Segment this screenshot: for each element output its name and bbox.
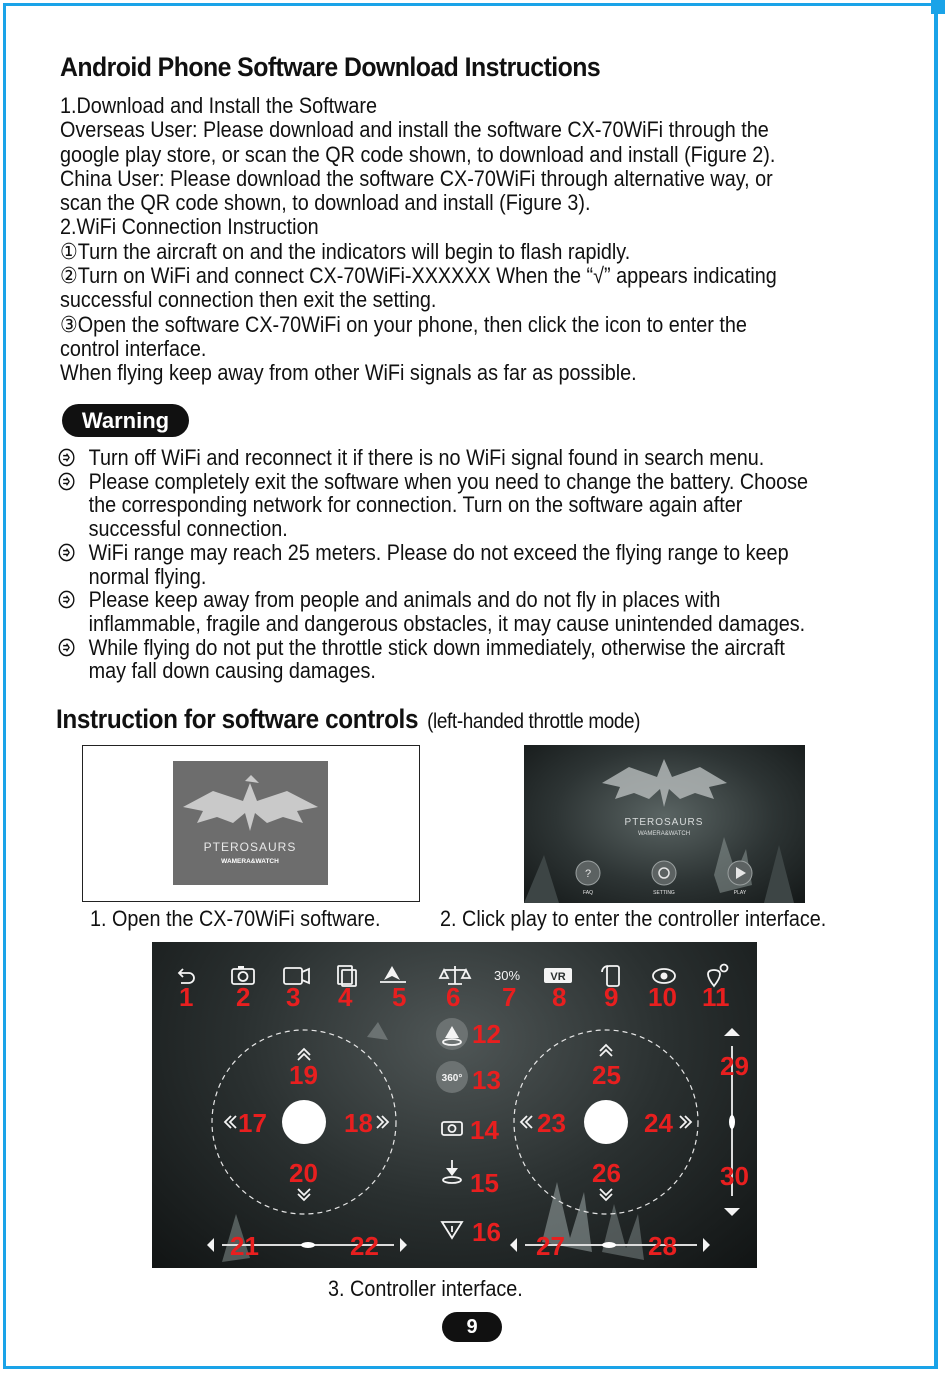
callout-12: 12	[472, 1019, 501, 1049]
one-key-landing-button[interactable]	[443, 1160, 461, 1183]
body-line: successful connection then exit the setting.	[60, 287, 437, 313]
callout-16: 16	[472, 1217, 501, 1247]
callout-9: 9	[604, 982, 619, 1012]
instructions-body	[60, 94, 825, 386]
body-line: ②Turn on WiFi and connect CX-70WiFi-XXXXXX When the “√” appears indicating	[60, 263, 777, 289]
warning-line: inflammable, fragile and dangerous obstacles, it may cause unintended damages.	[88, 610, 806, 636]
callout-27: 27	[536, 1231, 565, 1261]
warning-line: While flying do not put the throttle stick down immediately, otherwise the aircraft	[88, 634, 785, 660]
callout-2: 2	[236, 982, 251, 1012]
emergency-stop-button[interactable]	[442, 1222, 462, 1238]
figure-controller-interface	[152, 942, 757, 1268]
callout-7: 7	[502, 982, 517, 1012]
caption-figure-2: 2. Click play to enter the controller interface.	[440, 906, 827, 931]
callout-15: 15	[470, 1168, 499, 1198]
right-joystick-thumb[interactable]	[584, 1100, 628, 1144]
flip-360-button[interactable]	[436, 1061, 468, 1093]
callout-18: 18	[344, 1108, 373, 1138]
vr-button[interactable]	[544, 968, 572, 983]
menu-logo-sub: WAMERA&WATCH	[637, 831, 691, 837]
controls-heading	[56, 704, 640, 735]
vr-label: VR	[550, 971, 566, 983]
warning-list	[58, 446, 850, 683]
callout-11: 11	[702, 982, 730, 1012]
callout-25: 25	[592, 1060, 621, 1090]
gravity-sensor-button[interactable]	[442, 1122, 462, 1135]
app-menu-screen	[524, 745, 805, 903]
figure-app-menu	[524, 745, 805, 903]
callout-28: 28	[648, 1231, 677, 1261]
hide-controls-button[interactable]	[653, 969, 675, 983]
callout-17: 17	[238, 1108, 267, 1138]
app-logo-sub: WAMERA&WATCH	[221, 858, 279, 865]
controller-screen	[152, 942, 757, 1268]
caption-figure-3: 3. Controller interface.	[328, 1276, 523, 1301]
callout-14: 14	[470, 1115, 499, 1145]
arrow-circle-icon	[58, 472, 75, 491]
warning-item	[58, 636, 850, 683]
callout-23: 23	[537, 1108, 566, 1138]
callout-30: 30	[720, 1161, 749, 1191]
warning-line: WiFi range may reach 25 meters. Please do not exceed the flying range to keep	[88, 539, 789, 565]
warning-badge: Warning	[62, 404, 189, 437]
back-button[interactable]	[179, 969, 194, 983]
body-line: google play store, or scan the QR code shown, to download and install (Figure 2).	[60, 141, 776, 167]
body-line: ③Open the software CX-70WiFi on your phone, then click the icon to enter the	[60, 311, 747, 337]
warning-item	[58, 541, 850, 588]
warning-line: Please keep away from people and animals and do not fly in places with	[88, 587, 721, 613]
warning-line: Please completely exit the software when you need to change the battery. Choose	[88, 468, 809, 494]
app-logo-name: PTEROSAURS	[203, 840, 297, 854]
callout-6: 6	[446, 982, 461, 1012]
body-line: China User: Please download the software CX-70WiFi through alternative way, or	[60, 165, 773, 191]
warning-line: successful connection.	[88, 516, 288, 542]
page-number: 9	[442, 1312, 502, 1342]
caption-figure-1: 1. Open the CX-70WiFi software.	[90, 906, 381, 931]
setting-label: SETTING	[653, 890, 675, 896]
callout-20: 20	[289, 1158, 318, 1188]
pterosaur-logo-icon	[173, 761, 328, 885]
trim-forward-icon[interactable]	[600, 1045, 612, 1056]
warning-item	[58, 588, 850, 635]
setting-button[interactable]	[652, 861, 676, 896]
callout-4: 4	[338, 982, 353, 1012]
page-title: Android Phone Software Download Instructions	[60, 52, 601, 82]
body-line: Overseas User: Please download and install the software CX-70WiFi through the	[60, 117, 769, 143]
flip-360-icon: 360°	[441, 1073, 463, 1084]
trim-sideways-left-icon[interactable]	[521, 1116, 532, 1128]
figure-app-splash	[82, 745, 420, 902]
warning-line: Turn off WiFi and reconnect it if there is no WiFi signal found in search menu.	[88, 445, 765, 470]
app-logo	[173, 761, 328, 885]
callout-1: 1	[179, 982, 194, 1012]
trim-right-icon[interactable]	[377, 1116, 388, 1128]
body-line: 2.WiFi Connection Instruction	[60, 214, 319, 240]
trim-up-icon[interactable]	[298, 1049, 310, 1060]
corner-tab	[931, 0, 945, 14]
faq-button[interactable]	[576, 861, 600, 896]
trim-left-icon[interactable]	[225, 1116, 236, 1128]
callout-19: 19	[289, 1060, 318, 1090]
warning-line: may fall down causing damages.	[88, 658, 376, 684]
arrow-circle-icon	[58, 543, 75, 562]
body-line: When flying keep away from other WiFi signals as far as possible.	[60, 360, 637, 386]
one-key-takeoff-button[interactable]	[436, 1018, 468, 1050]
callout-24: 24	[644, 1108, 673, 1138]
menu-logo-name: PTEROSAURS	[624, 817, 704, 828]
body-line: 1.Download and Install the Software	[60, 93, 377, 118]
arrow-circle-icon	[58, 590, 75, 609]
body-line: scan the QR code shown, to download and install (Figure 3).	[60, 190, 591, 216]
play-button[interactable]	[728, 861, 752, 896]
trim-sideways-right-icon[interactable]	[680, 1116, 691, 1128]
left-joystick-thumb[interactable]	[282, 1100, 326, 1144]
callout-8: 8	[552, 982, 567, 1012]
callout-13: 13	[472, 1065, 501, 1095]
callout-21: 21	[230, 1231, 259, 1261]
question-icon: ?	[584, 868, 592, 880]
warning-item	[58, 446, 850, 470]
faq-label: FAQ	[582, 890, 594, 896]
warning-item	[58, 470, 850, 541]
callout-26: 26	[592, 1158, 621, 1188]
callout-22: 22	[350, 1231, 379, 1261]
callout-10: 10	[648, 982, 677, 1012]
warning-line: the corresponding network for connection. Turn on the software again after	[88, 492, 743, 518]
trim-backward-icon[interactable]	[600, 1189, 612, 1200]
play-label: PLAY	[733, 890, 747, 896]
callout-29: 29	[720, 1051, 749, 1081]
battery-indicator: 30%	[493, 968, 521, 983]
arrow-circle-icon	[58, 448, 75, 467]
trim-down-icon[interactable]	[298, 1189, 310, 1200]
controls-title: Instruction for software controls	[56, 704, 419, 734]
callout-3: 3	[286, 982, 301, 1012]
body-line: control interface.	[60, 335, 207, 361]
warning-line: normal flying.	[88, 563, 207, 589]
callout-5: 5	[392, 982, 407, 1012]
controls-subtitle: (left-handed throttle mode)	[427, 710, 641, 733]
arrow-circle-icon	[58, 638, 75, 657]
body-line: ①Turn the aircraft on and the indicators will begin to flash rapidly.	[60, 238, 631, 264]
headless-mode-button[interactable]	[380, 966, 406, 982]
